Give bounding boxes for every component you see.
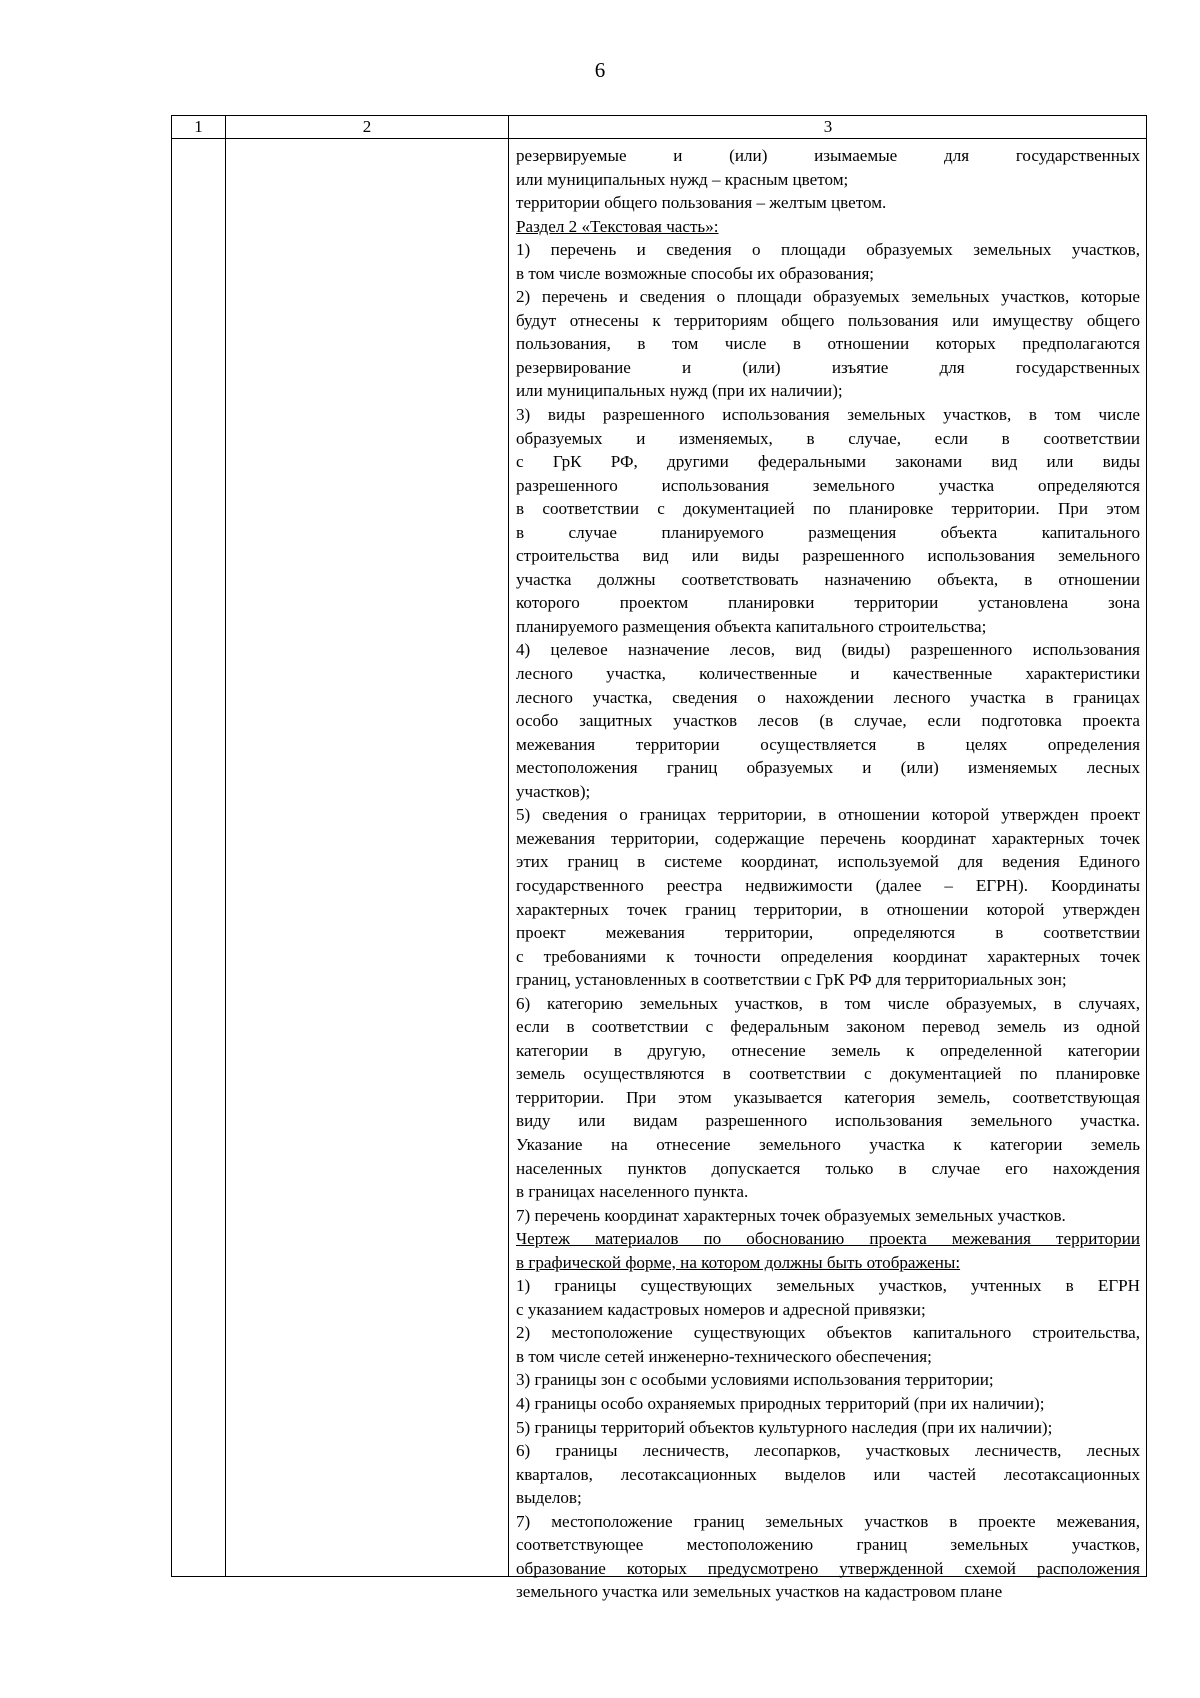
text-line: территории. При этом указывается категория земель, соответствующая [516,1087,1140,1107]
text-line: виду или видам разрешенного использования земельного участка. [516,1111,1140,1131]
text-line: 4) границы особо охраняемых природных территорий (при их наличии); [516,1393,1045,1413]
text-line: 3) виды разрешенного использования земельных участков, в том числе [516,405,1140,425]
text-line: 4) целевое назначение лесов, вид (виды) разрешенного использования [516,640,1140,660]
column-divider-2 [508,116,509,1576]
text-line: в случае планируемого размещения объекта капитального [516,522,1140,542]
text-line: или муниципальных нужд (при их наличии); [516,381,843,401]
text-line: 6) категорию земельных участков, в том числе образуемых, в случаях, [516,993,1140,1013]
text-line: территории общего пользования – желтым цветом. [516,193,887,213]
header-row-divider [172,138,1146,139]
text-line: этих границ в системе координат, используемой для ведения Единого [516,852,1140,872]
text-line: населенных пунктов допускается только в случае его нахождения [516,1158,1140,1178]
text-line: 2) перечень и сведения о площади образуемых земельных участков, которые [516,287,1140,307]
text-line: будут отнесены к территориям общего пользования или имуществу общего [516,310,1140,330]
text-line: государственного реестра недвижимости (далее – ЕГРН). Координаты [516,875,1140,895]
text-line: образование которых предусмотрено утвержденной схемой расположения [516,1558,1140,1578]
text-line: разрешенного использования земельного участка определяются [516,475,1140,495]
text-line: категории в другую, отнесение земель к определенной категории [516,1040,1140,1060]
text-line: строительства вид или виды разрешенного использования земельного [516,546,1140,566]
text-line: Раздел 2 «Текстовая часть»: [516,216,719,236]
text-line: соответствующее местоположению границ земельных участков, [516,1535,1140,1555]
text-line: 1) границы существующих земельных участков, учтенных в ЕГРН [516,1276,1140,1296]
text-line: если в соответствии с федеральным законом перевод земель из одной [516,1017,1140,1037]
text-line: резервируемые и (или) изымаемые для государственных [516,146,1140,165]
text-line: или муниципальных нужд – красным цветом; [516,169,849,189]
text-line: участков); [516,781,591,801]
text-line: 7) местоположение границ земельных участков в проекте межевания, [516,1511,1140,1531]
text-line: границ, установленных в соответствии с ГрК РФ для территориальных зон; [516,970,1067,990]
text-line: земельного участка или земельных участков на кадастровом плане [516,1582,1003,1602]
text-line: 7) перечень координат характерных точек образуемых земельных участков. [516,1205,1066,1225]
column-header-2: 2 [362,117,372,136]
text-line: земель осуществляются в соответствии с документацией по планировке [516,1064,1140,1084]
text-line: характерных точек границ территории, в отношении которой утвержден [516,899,1140,919]
column-header-1: 1 [194,117,203,136]
text-line: пользования, в том числе в отношении которых предполагаются [516,334,1140,354]
text-line: в границах населенного пункта. [516,1182,749,1202]
text-line: межевания территории осуществляется в целях определения [516,734,1140,754]
document-table [171,115,1147,1602]
text-line: 2) местоположение существующих объектов капитального строительства, [516,1323,1140,1343]
page-number: 6 [594,58,606,82]
text-line: кварталов, лесотаксационных выделов или частей лесотаксационных [516,1464,1140,1484]
text-line: 3) границы зон с особыми условиями использования территории; [516,1370,994,1390]
text-line: 5) границы территорий объектов культурного наследия (при их наличии); [516,1417,1053,1437]
text-line: межевания территории, содержащие перечень координат характерных точек [516,828,1140,848]
text-line: проект межевания территории, определяются в соответствии [516,923,1140,943]
text-line: 5) сведения о границах территории, в отношении которой утвержден проект [516,805,1140,825]
text-line: образуемых и изменяемых, в случае, если в соответствии [516,428,1140,448]
text-line: местоположения границ образуемых и (или) изменяемых лесных [516,758,1140,778]
text-line: в том числе сетей инженерно-технического обеспечения; [516,1346,932,1366]
text-line: с требованиями к точности определения координат характерных точек [516,946,1140,966]
text-line: Указание на отнесение земельного участка к категории земель [516,1134,1140,1154]
text-line: в графической форме, на котором должны быть отображены: [516,1252,961,1272]
text-line: 6) границы лесничеств, лесопарков, участковых лесничеств, лесных [516,1441,1140,1461]
column-divider-1 [225,116,226,1576]
column-header-3: 3 [823,117,833,136]
text-line: участка должны соответствовать назначению объекта, в отношении [516,569,1140,589]
text-line: лесного участка, количественные и качественные характеристики [516,664,1140,684]
text-line: с указанием кадастровых номеров и адресной привязки; [516,1299,926,1319]
text-line: в соответствии с документацией по планировке территории. При этом [516,499,1140,519]
text-line: особо защитных участков лесов (в случае, если подготовка проекта [516,711,1140,731]
text-line: выделов; [516,1488,582,1508]
text-line: 1) перечень и сведения о площади образуемых земельных участков, [516,240,1140,260]
text-line: с ГрК РФ, другими федеральными законами вид или виды [516,452,1140,472]
text-line: лесного участка, сведения о нахождении лесного участка в границах [516,687,1140,707]
text-line: резервирование и (или) изъятие для государственных [516,357,1140,377]
text-line: которого проектом планировки территории установлена зона [516,593,1140,613]
text-line: Чертеж материалов по обоснованию проекта межевания территории [516,1229,1140,1249]
text-line: планируемого размещения объекта капитального строительства; [516,616,987,636]
table-cell-column-3 [516,144,1140,1604]
text-line: в том числе возможные способы их образования; [516,263,875,283]
